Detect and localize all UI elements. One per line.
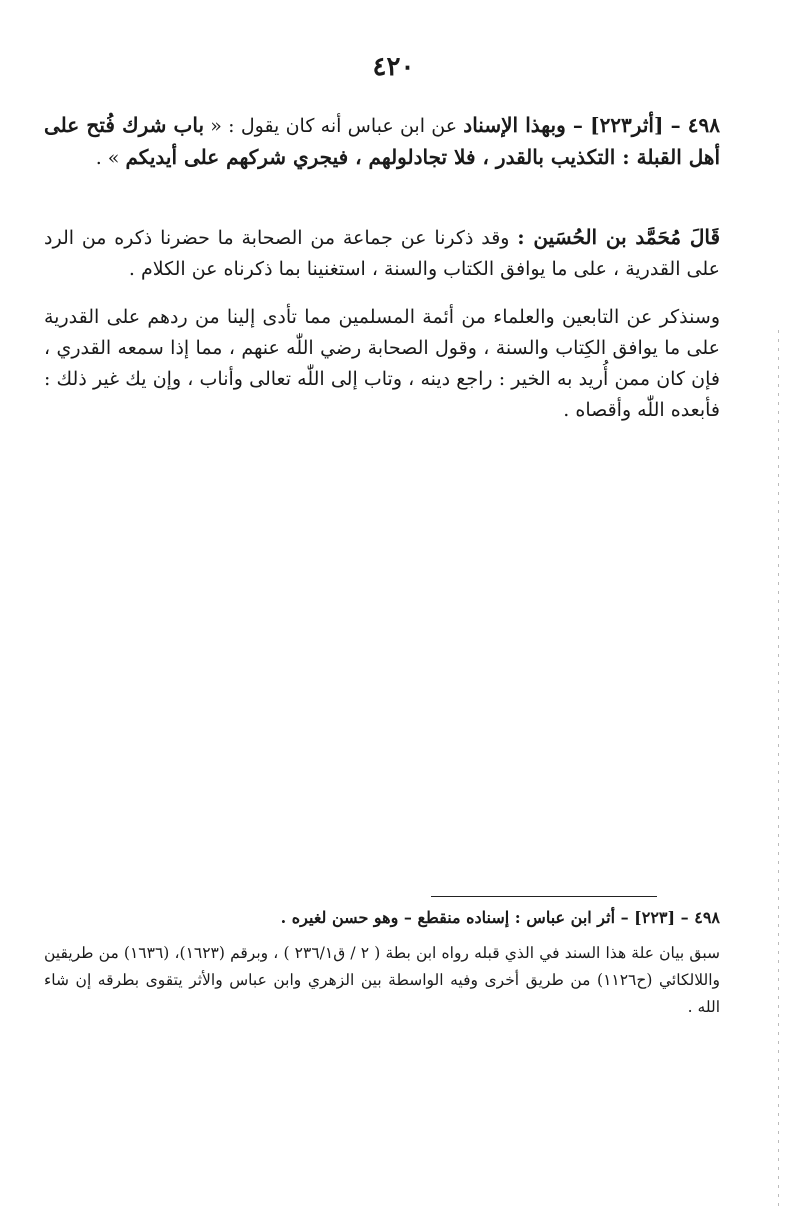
footnote-heading: ٤٩٨ – [٢٢٣] – أثر ابن عباس : إسناده منقطع – وهو حسن لغيره .	[280, 908, 720, 927]
footnote-divider	[431, 896, 657, 897]
athar-closing: » .	[95, 147, 126, 169]
page-number: ٤٢٠	[372, 52, 415, 82]
scan-edge	[778, 330, 779, 1210]
author-paragraph	[44, 222, 720, 285]
athar-quote: باب شرك فُتح على أهل القبلة : التكذيب بالقدر ، فلا تجادلولهم ، فيجري شركهم على أيديكم	[44, 113, 720, 169]
author-paragraph-text: وقد ذكرنا عن جماعة من الصحابة ما حضرنا ذكره من الرد على القدرية ، على ما يوافق الكتاب والسنة ، استغنينا بما ذكرناه عن الكلام .	[44, 227, 720, 280]
footnote-body-text: سبق بيان علة هذا السند في الذي قبله رواه ابن بطة ( ٢ / ق٢٣٦/١ ) ، وبرقم (١٦٢٣)، (١٦٣٦) من طريقين واللالكائي (ح١١٢٦) من طريق أخرى وفيه الواسطة بين الزهري وابن عباس والأثر يتقوى بطرقه إن شاء الله .	[44, 944, 721, 1016]
tabiun-paragraph	[44, 302, 720, 426]
author-name: قَالَ مُحَمَّد بن الحُسَين :	[517, 225, 720, 249]
athar-paragraph	[44, 110, 720, 174]
athar-intro: عن ابن عباس أنه كان يقول : «	[204, 115, 464, 137]
footnote-body	[44, 940, 720, 1021]
tabiun-paragraph-text: وسنذكر عن التابعين والعلماء من أئمة المسلمين مما تأدى إلينا من ردهم على القدرية على ما يوافق الكِتاب والسنة ، وقول الصحابة رضي اللّٰه عنهم ، مما إذا سمعه القدري ، فإن كان ممن أُريد به الخير : راجع دينه ، وتاب إلى اللّٰه تعالى وأناب ، وإن يك غير ذلك : فأبعده اللّٰه وأقصاه .	[44, 306, 720, 421]
athar-lead: ٤٩٨ – [أثر٢٢٣] – وبهذا الإسناد	[463, 113, 721, 137]
